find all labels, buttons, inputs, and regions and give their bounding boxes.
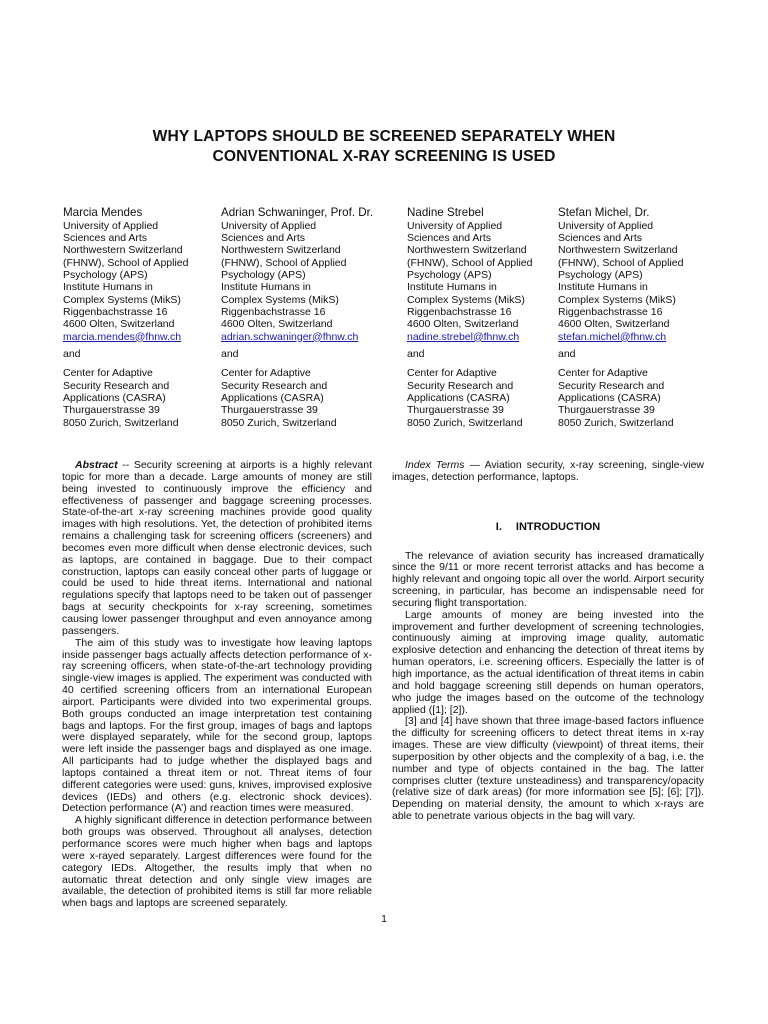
affiliation-line: Center for Adaptive [407,367,497,380]
affiliation-line: Psychology (APS) [407,268,492,281]
affiliation-line: (FHNW), School of Applied [63,256,189,269]
body-paragraph: [3] and [4] have shown that three image-based factors influence the difficulty for screening officers to detect threat items in x-ray images. These are view difficulty (viewpoint) of threat items, their superposition by other objects and the complexity of a bag, i.e. the number and type of objects contained in the bag. The latter comprises clutter (texture unsteadiness) and transparency/opacity (relative size of dark areas) (for more information see [5]; [6]; [7]). Depending on material density, the amount to which x-rays are able to penetrate various objects in the bag will vary. [392,715,704,823]
left-column [62,460,372,910]
right-column [392,460,704,823]
affiliation-line: Thurgauerstrasse 39 [558,404,655,417]
affiliation-line: Northwestern Switzerland [558,244,678,257]
section-title: INTRODUCTION [515,520,601,533]
affiliation-line: Security Research and [558,379,665,392]
affiliation-line: Thurgauerstrasse 39 [221,404,318,417]
affiliation-line: Center for Adaptive [558,367,648,380]
author-name: Stefan Michel, Dr. [558,206,650,219]
author-name: Nadine Strebel [407,206,484,219]
affiliation-line: Center for Adaptive [63,367,153,380]
affiliation-line: 8050 Zurich, Switzerland [558,416,674,429]
author-block [63,206,188,429]
title-line: WHY LAPTOPS SHOULD BE SCREENED SEPARATELY WHEN [152,128,616,145]
and-separator: and [407,347,425,360]
affiliation-line: Complex Systems (MikS) [407,293,525,306]
affiliation-line: Institute Humans in [63,281,153,294]
affiliation-line: University of Applied [221,219,317,232]
affiliation-line: Riggenbachstrasse 16 [221,305,326,318]
affiliation-line: Security Research and [63,379,170,392]
body-paragraph: Large amounts of money are being invested into the improvement and further development of screening technologies, continuously aiming at improving image quality, automatic explosive detection and enhancing the detection of threat items by human operators, i.e. screening officers. Especially the latter is of high importance, as the actual identification of threat items in cabin and hold baggage screening still depends on human operators, who judge the images based on the outcome of the technology applied ([1]; [2]). [392,608,704,716]
affiliation-line: Applications (CASRA) [407,391,510,404]
affiliation-line: Sciences and Arts [407,231,492,244]
affiliation-line: Riggenbachstrasse 16 [63,305,168,318]
author-email-link[interactable]: nadine.strebel@fhnw.ch [407,330,520,343]
page-number: 1 [381,913,387,925]
affiliation-line: Northwestern Switzerland [407,244,527,257]
affiliation-line: Riggenbachstrasse 16 [407,305,512,318]
section-heading [392,522,704,534]
affiliation-line: 4600 Olten, Switzerland [407,318,519,331]
affiliation-line: 4600 Olten, Switzerland [558,318,670,331]
affiliation-line: Thurgauerstrasse 39 [63,404,160,417]
author-name: Adrian Schwaninger, Prof. Dr. [221,206,374,219]
and-separator: and [558,347,576,360]
affiliation-line: Northwestern Switzerland [221,244,341,257]
index-terms [392,460,704,484]
affiliation-line: Complex Systems (MikS) [221,293,339,306]
affiliation-line: Sciences and Arts [558,231,643,244]
and-separator: and [221,347,239,360]
affiliation-line: (FHNW), School of Applied [407,256,533,269]
index-terms-label: Index Terms [405,459,465,471]
affiliation-line: Applications (CASRA) [558,391,661,404]
affiliation-line: Security Research and [221,379,328,392]
affiliation-line: Applications (CASRA) [221,391,324,404]
affiliation-line: Riggenbachstrasse 16 [558,305,663,318]
affiliation-line: (FHNW), School of Applied [558,256,684,269]
affiliation-line: Institute Humans in [558,281,648,294]
affiliation-line: Center for Adaptive [221,367,311,380]
abstract-paragraph [62,460,372,638]
title-line: CONVENTIONAL X-RAY SCREENING IS USED [212,148,556,165]
affiliation-line: 8050 Zurich, Switzerland [221,416,337,429]
affiliation-line: Sciences and Arts [63,231,148,244]
affiliation-line: Complex Systems (MikS) [63,293,181,306]
body-paragraph: The relevance of aviation security has increased dramatically since the 9/11 or more recent terrorist attacks and has become a highly relevant and ongoing topic all over the world. Airport security screening, in particular, has become an indispensable need for securing flight transportation. [392,549,704,609]
affiliation-line: (FHNW), School of Applied [221,256,347,269]
author-block [221,206,373,429]
affiliation-line: Sciences and Arts [221,231,306,244]
affiliation-line: Psychology (APS) [221,268,306,281]
affiliation-line: University of Applied [558,219,654,232]
author-block [407,206,532,429]
author-block [558,206,683,429]
affiliation-line: 8050 Zurich, Switzerland [407,416,523,429]
paper-title [60,127,708,167]
affiliation-line: Complex Systems (MikS) [558,293,676,306]
index-terms-text: — Aviation security, x-ray screening, single-view images, detection performance, laptops. [392,459,704,483]
abstract-text: -- Security screening at airports is a highly relevant topic for more than a decade. Large amounts of money are still being invested to continuously improve the efficiency and effectiveness of passenger and baggage screening processes. State-of-the-art x-ray screening machines provide good quality images with high resolutions. Yet, the detection of prohibited items remains a challenging task for screening officers (screeners) and becomes even more difficult when dense electronic devices, such as laptops, are contained in baggage. Due to their compact construction, laptops can easily conceal other parts of luggage or could be used to hide threat items. International and national regulations specify that laptops need to be taken out of passenger bags at security checkpoints for x-ray screening, sometimes causing lower passenger throughput and even annoyance among passengers. [62,459,372,637]
affiliation-line: Security Research and [407,379,514,392]
author-name: Marcia Mendes [63,206,143,219]
affiliation-line: Thurgauerstrasse 39 [407,404,504,417]
abstract-label: Abstract [75,459,118,471]
author-email-link[interactable]: stefan.michel@fhnw.ch [558,330,667,343]
author-email-link[interactable]: adrian.schwaninger@fhnw.ch [221,330,359,343]
affiliation-line: 4600 Olten, Switzerland [221,318,333,331]
affiliation-line: Applications (CASRA) [63,391,166,404]
abstract-paragraph: A highly significant difference in detection performance between both groups was observed. Throughout all analyses, detection performance scores were much higher when bags and laptops were x-rayed separately. Largest differences were found for the category IEDs. Altogether, the results imply that when no automatic threat detection and only single view images are available, the detection of prohibited items is still far more reliable when bags and laptops are screened separately. [62,814,372,910]
affiliation-line: Psychology (APS) [558,268,643,281]
author-email-link[interactable]: marcia.mendes@fhnw.ch [63,330,182,343]
affiliation-line: 8050 Zurich, Switzerland [63,416,179,429]
section-number: I. [495,520,502,533]
affiliation-line: 4600 Olten, Switzerland [63,318,175,331]
affiliation-line: University of Applied [407,219,503,232]
affiliation-line: Psychology (APS) [63,268,148,281]
and-separator: and [63,347,81,360]
abstract-paragraph: The aim of this study was to investigate how leaving laptops inside passenger bags actually affects detection performance of x-ray screening officers, when state-of-the-art technology providing single-view images is applied. The experiment was conducted with 40 certified screening officers from an international European airport. Participants were divided into two experimental groups. Both groups conducted an image interpretation test containing bags and laptops. For the first group, images of bags and laptops were displayed separately, while for the second group, laptops were left inside the passenger bags and displayed as one image. All participants had to judge whether the displayed bags and laptops contained a threat item or not. Threat items of four different categories were used: guns, knives, improvised explosive devices (IEDs) and others (e.g. electronic shock devices). Detection performance (A’) and reaction times were measured. [62,636,372,815]
affiliation-line: Institute Humans in [407,281,497,294]
affiliation-line: Institute Humans in [221,281,311,294]
affiliation-line: University of Applied [63,219,159,232]
affiliation-line: Northwestern Switzerland [63,244,183,257]
